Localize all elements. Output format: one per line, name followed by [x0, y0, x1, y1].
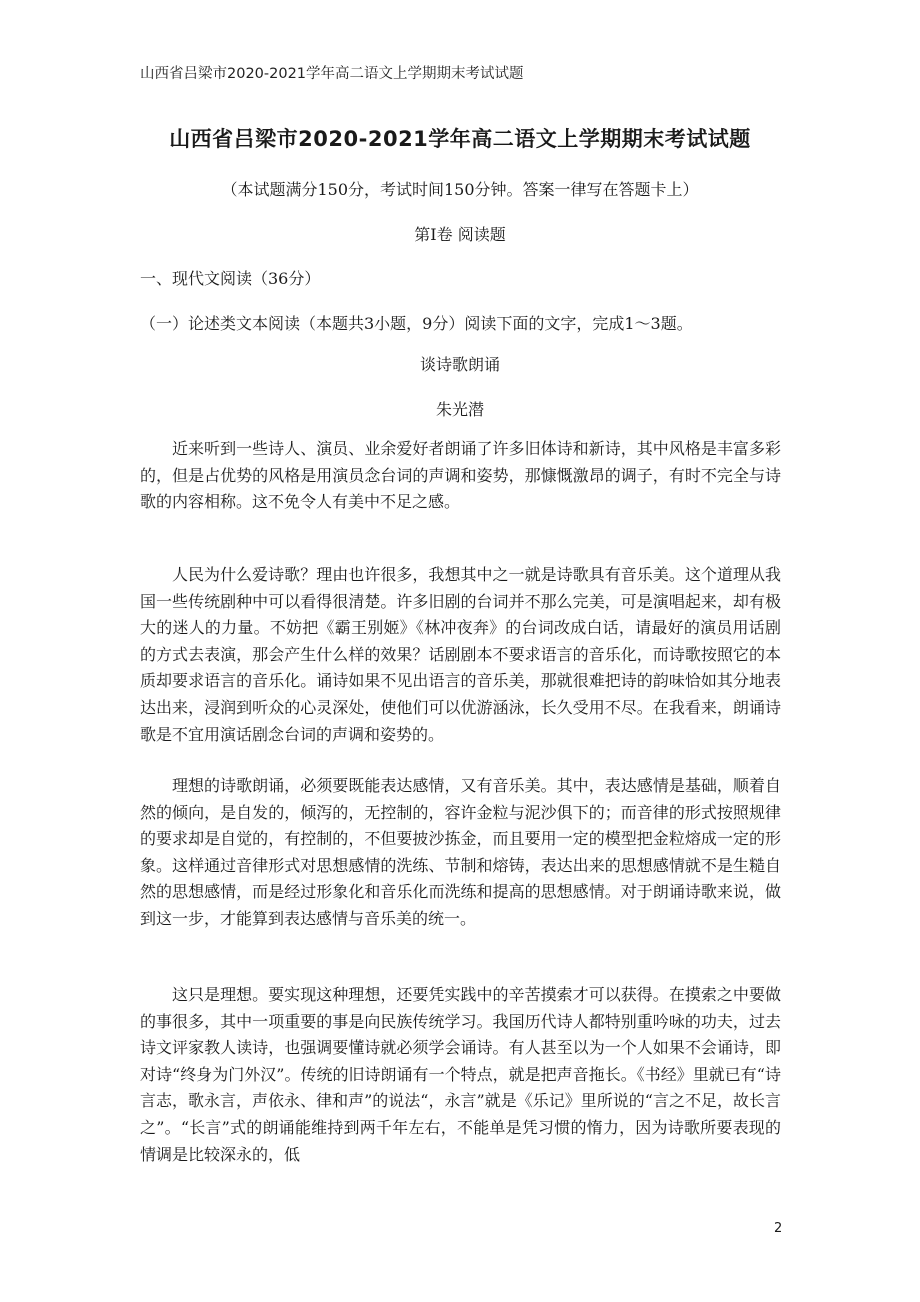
- paragraph-2: 人民为什么爱诗歌？理由也许很多，我想其中之一就是诗歌具有音乐美。这个道理从我国一些传统剧种中可以看得很清楚。许多旧剧的台词并不那么完美，可是演唱起来，却有极大的迷人的力量。不妨把《霸王别姬》《林冲夜奔》的台词改成白话，请最好的演员用话剧的方式去表演，那会产生什么样的效果？话剧剧本不要求语言的音乐化，而诗歌按照它的本质却要求语言的音乐化。诵诗如果不见出语言的音乐美，那就很难把诗的韵味恰如其分地表达出来，浸润到听众的心灵深处，使他们可以优游涵泳，长久受用不尽。在我看来，朗诵诗歌是不宜用演话剧念台词的声调和姿势的。: [140, 565, 781, 744]
- part-heading: 第Ⅰ卷 阅读题: [414, 225, 506, 244]
- article-author: 朱光潜: [435, 400, 484, 419]
- subsection-heading: （一）论述类文本阅读（本题共3小题，9分）阅读下面的文字，完成1～3题。: [140, 314, 693, 333]
- paragraph-3: 理想的诗歌朗诵，必须要既能表达感情，又有音乐美。其中，表达感情是基础，顺着自然的倾向，是自发的，倾泻的，无控制的，容许金粒与泥沙俱下的；而音律的形式按照规律的要求却是自觉的，有控制的，不但要披沙拣金，而且要用一定的模型把金粒熔成一定的形象。这样通过音律形式对思想感情的洗练、节制和熔铸，表达出来的思想感情就不是生糙自然的思想感情，而是经过形象化和音乐化而洗练和提高的思想感情。对于朗诵诗歌来说，做到这一步，才能算到表达感情与音乐美的统一。: [140, 776, 781, 928]
- paragraph-1: 近来听到一些诗人、演员、业余爱好者朗诵了许多旧体诗和新诗，其中风格是丰富多彩的，但是占优势的风格是用演员念台词的声调和姿势，那慷慨激昂的调子，有时不完全与诗歌的内容相称。这不免令人有美中不足之感。: [140, 439, 781, 512]
- paragraph-4: 这只是理想。要实现这种理想，还要凭实践中的辛苦摸索才可以获得。在摸索之中要做的事很多，其中一项重要的事是向民族传统学习。我国历代诗人都特别重吟咏的功夫，过去诗文评家教人读诗，也强调要懂诗就必须学会诵诗。有人甚至以为一个人如果不会诵诗，即对诗“终身为门外汉”。传统的旧诗朗诵有一个特点，就是把声音拖长。《书经》里就已有“诗言志，歌永言，声依永、律和声”的说法“，永言”就是《乐记》里所说的“言之不足，故长言之”。“长言”式的朗诵能维持到两千年左右，不能单是凭习惯的惰力，因为诗歌所要表现的情调是比较深永的，低: [140, 985, 781, 1164]
- section-heading: 一、现代文阅读（36分）: [140, 269, 321, 288]
- page-number: 2: [774, 1221, 783, 1236]
- article-title: 谈诗歌朗诵: [419, 355, 500, 374]
- document-title: 山西省吕梁市2020-2021学年高二语文上学期期末考试试题: [169, 127, 751, 151]
- running-header: 山西省吕梁市2020-2021学年高二语文上学期期末考试试题: [140, 66, 524, 82]
- exam-instructions: （本试题满分150分，考试时间150分钟。答案一律写在答题卡上）: [221, 180, 699, 199]
